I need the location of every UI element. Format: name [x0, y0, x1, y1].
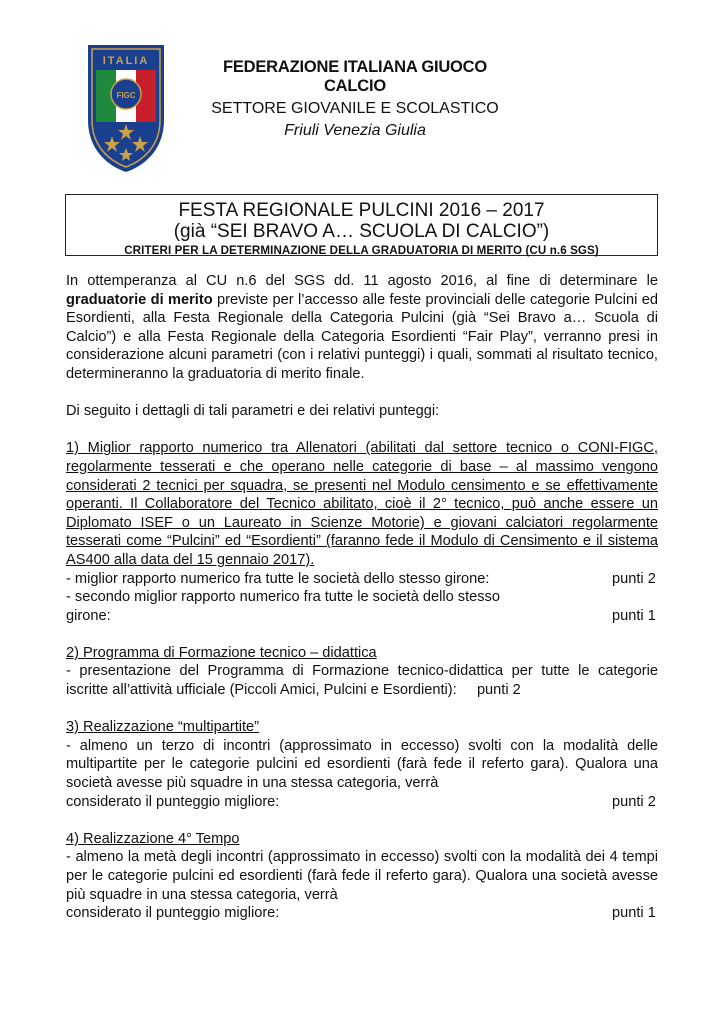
figc-logo: [82, 42, 170, 174]
org-name: FEDERAZIONE ITALIANA GIUOCO CALCIO: [222, 58, 488, 95]
section-4: 4) Realizzazione 4° Tempo - almeno la metà degli incontri (approssimato in eccesso) svolti con la modalità dei 4 tempi per le categorie pulcini ed esordienti (farà fede il referto gara). Qualora una società avesse più squadre in una stessa categoria, verrà considerato il punteggio migliore: punti 1: [66, 830, 658, 922]
section-3-text: - almeno un terzo di incontri (approssimato in eccesso) svolti con la modalità delle multipartite per le categorie pulcini ed esordienti (farà fede il referto gara). Qualora una società avesse più squadre in una stessa categoria, verrà: [66, 737, 658, 792]
section-1-item-2: - secondo miglior rapporto numerico fra tutte le società dello stesso: [66, 589, 500, 606]
section-4-heading: 4) Realizzazione 4° Tempo: [66, 830, 240, 847]
section-4-text: - almeno la metà degli incontri (approssimato in eccesso) svolti con la modalità dei 4 tempi per le categorie pulcini ed esordienti (farà fede il referto gara). Qualora una società avesse più squadre in una stessa categoria, verrà: [66, 849, 658, 903]
document-body: [66, 272, 658, 923]
section-2-text: - presentazione del Programma di Formazione tecnico-didattica per tutte le categorie iscritte all’attività ufficiale (Piccoli Amici, Pulcini e Esordienti): punti 2: [66, 663, 658, 699]
section-3-points: punti 2: [612, 793, 656, 810]
document-criteria-heading: CRITERI PER LA DETERMINAZIONE DELLA GRADUATORIA DI MERITO (CU n.6 SGS): [124, 244, 599, 257]
details-intro: Di seguito i dettagli di tali parametri e dei relativi punteggi:: [66, 403, 440, 420]
svg-text:ITALIA: ITALIA: [102, 55, 150, 67]
section-1-item-1-points: punti 2: [612, 570, 656, 587]
organization-header: [190, 58, 520, 140]
section-4-points: punti 1: [612, 905, 656, 922]
section-3-heading: 3) Realizzazione “multipartite”: [66, 719, 260, 736]
section-1-heading: 1) Miglior rapporto numerico tra Allenatori (abilitati dal settore tecnico o CONI-FIGC, regolarmente tesserati e che operano nelle categorie di base – al massimo vengono considerati 2 tecnici per squadra, se presenti nel Modulo censimento e se effettivamente operanti. Il Collaboratore del Tecnico abilitato, cioè il 2° tecnico, può anche essere un Diplomato ISEF o un Laureato in Scienze Motorie) e giovani calciatori regolarmente tesserati come “Pulcini” ed “Esordienti” (faranno fede il Modulo di Censimento e il sistema AS400 alla data del 15 gennaio 2017).: [66, 440, 658, 568]
document-title: FESTA REGIONALE PULCINI 2016 – 2017: [178, 200, 545, 221]
section-1: 1) Miglior rapporto numerico tra Allenatori (abilitati dal settore tecnico o CONI-FIGC, regolarmente tesserati e che operano nelle categorie di base – al massimo vengono considerati 2 tecnici per squadra, se presenti nel Modulo censimento e se effettivamente operanti. Il Collaboratore del Tecnico abilitato, cioè il 2° tecnico, può anche essere un Diplomato ISEF o un Laureato in Scienze Motorie) e giovani calciatori regolarmente tesserati come “Pulcini” ed “Esordienti” (faranno fede il Modulo di Censimento e il sistema AS400 alla data del 15 gennaio 2017). - miglior rapporto numerico fra tutte le società dello stesso girone: punti 2 - secondo miglior rapporto numerico fra tutte le società dello stesso girone: punti 1: [66, 440, 658, 624]
section-2-points: punti 2: [476, 682, 521, 699]
title-box: [65, 194, 658, 256]
org-sector: SETTORE GIOVANILE E SCOLASTICO: [211, 100, 499, 117]
document-subtitle: (già “SEI BRAVO A… SCUOLA DI CALCIO”): [173, 221, 550, 242]
org-region: Friuli Venezia Giulia: [284, 122, 426, 139]
intro-bold-term: graduatorie di merito: [66, 291, 213, 308]
section-3: 3) Realizzazione “multipartite” - almeno un terzo di incontri (approssimato in eccesso) svolti con la modalità delle multipartite per le categorie pulcini ed esordienti (farà fede il referto gara). Qualora una società avesse più squadre in una stessa categoria, verrà considerato il punteggio migliore: punti 2: [66, 719, 658, 810]
section-1-item-1: - miglior rapporto numerico fra tutte le società dello stesso girone: punti 2: [66, 570, 658, 589]
section-2-heading: 2) Programma di Formazione tecnico – didattica: [66, 644, 377, 661]
section-1-item-2-points: punti 1: [612, 607, 656, 624]
intro-paragraph: In ottemperanza al CU n.6 del SGS dd. 11 agosto 2016, al fine di determinare le graduatorie di merito previste per l’accesso alle feste provinciali delle categorie Pulcini ed Esordienti, alla Festa Regionale della Categoria Pulcini (già “Sei Bravo a… Scuola di Calcio”) e alla Festa Regionale della Categoria Esordienti “Fair Play”, verranno presi in considerazione alcuni parametri (con i relativi punteggi) i quali, sommati al risultato tecnico, determineranno la graduatoria di merito finale.: [66, 273, 658, 382]
figc-shield-icon: [82, 42, 170, 174]
svg-text:FIGC: FIGC: [116, 91, 136, 100]
section-2: [66, 644, 658, 700]
